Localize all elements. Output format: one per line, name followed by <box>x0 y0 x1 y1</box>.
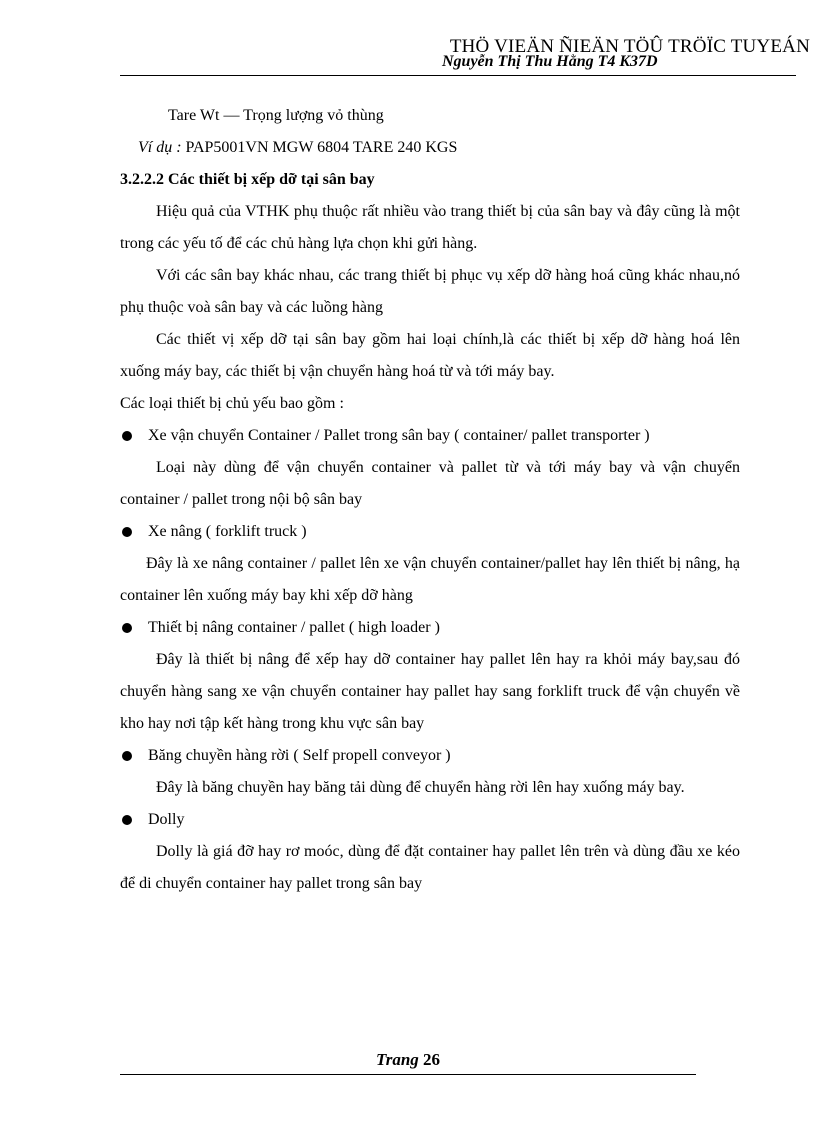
list-item-description: Loại này dùng để vận chuyển container và pallet từ và tới máy bay và vận chuyển container / pallet trong nội bộ sân bay <box>120 459 740 508</box>
footer-divider <box>120 1074 696 1075</box>
list-item-description: Đây là băng chuyền hay băng tải dùng để chuyển hàng rời lên hay xuống máy bay. <box>156 779 685 796</box>
list-item-title: Băng chuyền hàng rời ( Self propell conveyor ) <box>148 747 451 764</box>
header-divider <box>120 75 796 76</box>
page-number <box>120 1050 696 1070</box>
paragraph-2: Với các sân bay khác nhau, các trang thiết bị phục vụ xếp dỡ hàng hoá cũng khác nhau,nó phụ thuộc voà sân bay và các luồng hàng <box>120 267 740 316</box>
section-heading: 3.2.2.2 Các thiết bị xếp dỡ tại sân bay <box>120 171 375 188</box>
list-item-title: Dolly <box>148 811 185 828</box>
list-item-description: Đây là thiết bị nâng để xếp hay dỡ container hay pallet lên hay ra khỏi máy bay,sau đó chuyển hàng sang xe vận chuyển container hay pallet hay sang forklift truck để vận chuyển về kho hay nơi tập kết hàng trong khu vực sân bay <box>120 651 740 732</box>
header-author: Nguyễn Thị Thu Hằng T4 K37D <box>442 53 658 70</box>
bullet-icon <box>122 751 132 761</box>
list-intro: Các loại thiết bị chủ yếu bao gồm : <box>120 395 344 412</box>
list-item-description: Đây là xe nâng container / pallet lên xe vận chuyển container/pallet hay lên thiết bị nâng, hạ container lên xuống máy bay khi xếp dỡ hàng <box>120 555 740 604</box>
bullet-icon <box>122 431 132 441</box>
paragraph-3: Các thiết vị xếp dỡ tại sân bay gồm hai loại chính,là các thiết bị xếp dỡ hàng hoá lên xuống máy bay, các thiết bị vận chuyển hàng hoá từ và tới máy bay. <box>120 331 740 380</box>
list-item <box>120 420 740 452</box>
list-item <box>120 740 740 772</box>
list-item-title: Xe nâng ( forklift truck ) <box>148 523 307 540</box>
bullet-icon <box>122 623 132 633</box>
list-item <box>120 612 740 644</box>
bullet-icon <box>122 527 132 537</box>
list-item-description: Dolly là giá đỡ hay rơ moóc, dùng để đặt container hay pallet lên trên và dùng đầu xe kéo để di chuyển container hay pallet trong sân bay <box>120 843 740 892</box>
tare-line: Tare Wt — Trọng lượng vỏ thùng <box>168 107 384 124</box>
example-text: PAP5001VN MGW 6804 TARE 240 KGS <box>185 139 458 156</box>
example-label: Ví dụ : <box>138 139 182 156</box>
list-item-title: Xe vận chuyển Container / Pallet trong sân bay ( container/ pallet transporter ) <box>148 427 650 444</box>
page-number-value: 26 <box>423 1050 441 1069</box>
paragraph-1: Hiệu quả của VTHK phụ thuộc rất nhiều vào trang thiết bị của sân bay và đây cũng là một trong các yếu tố để các chủ hàng lựa chọn khi gửi hàng. <box>120 203 740 252</box>
list-item <box>120 804 740 836</box>
bullet-icon <box>122 815 132 825</box>
page-label: Trang <box>375 1050 419 1069</box>
example-line <box>120 132 740 164</box>
list-item <box>120 516 740 548</box>
header-library-name: THÖ VIEÄN ÑIEÄN TÖÛ TRÖÏC TUYEÁN <box>449 36 810 57</box>
document-body <box>120 100 740 900</box>
list-item-title: Thiết bị nâng container / pallet ( high loader ) <box>148 619 440 636</box>
